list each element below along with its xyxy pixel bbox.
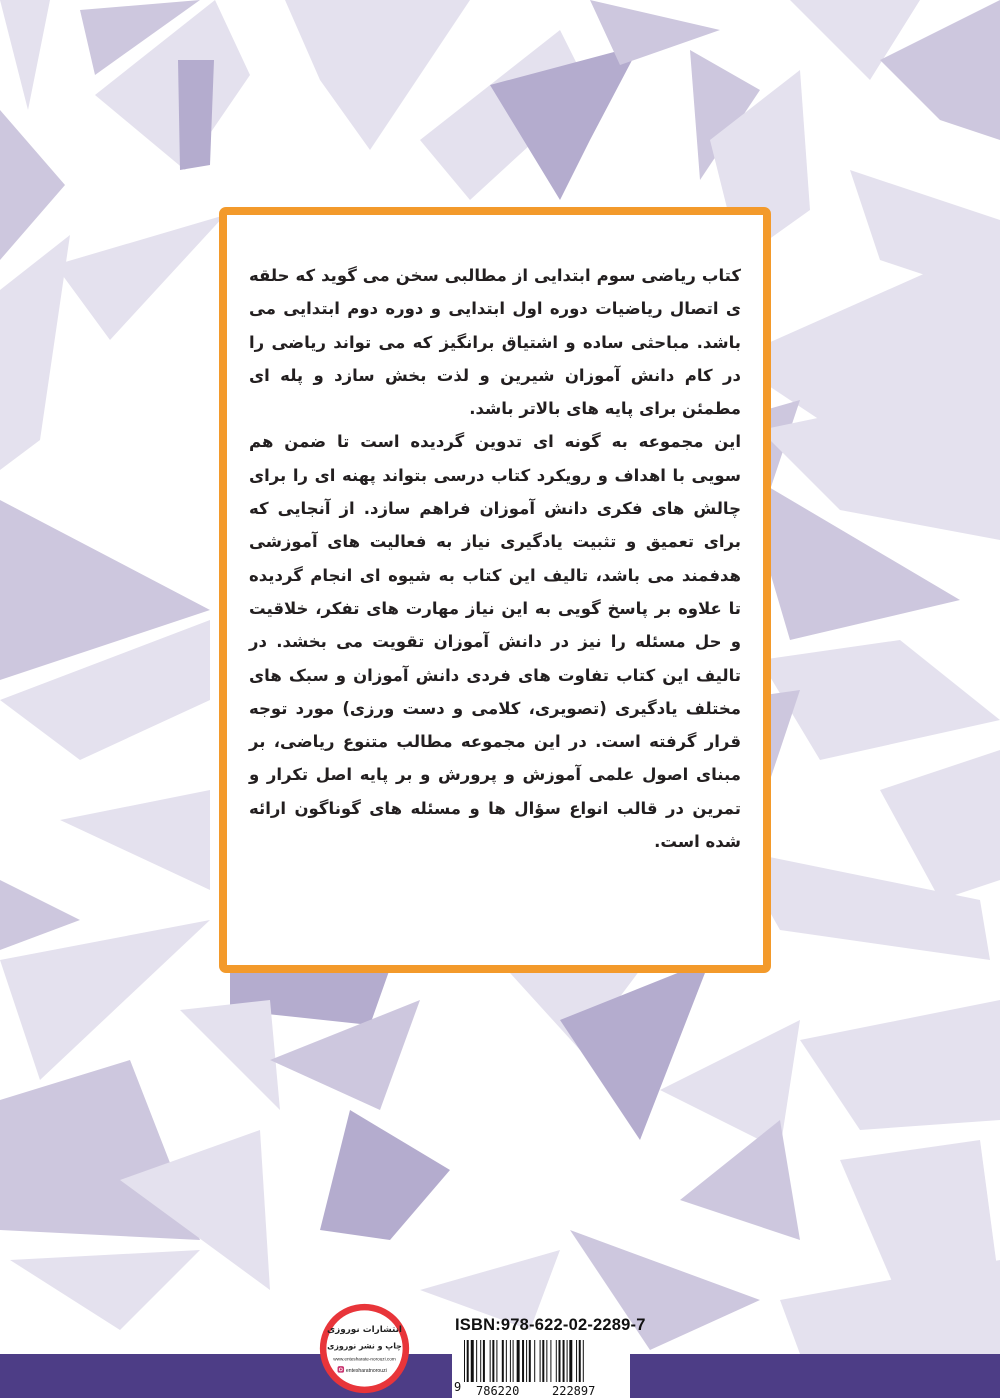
barcode-bar <box>529 1340 531 1382</box>
bg-shape <box>800 1000 1000 1130</box>
description-paragraph-1: کتاب ریاضی سوم ابتدایی از مطالبی سخن می گوید که حلقه ی اتصال ریاضیات دوره اول ابتدایی و دوره دوم ابتدایی می باشد. مباحثی ساده و اشتیاق برانگیز که می تواند ریاضی را در کام دانش آموزان شیرین و لذت بخش سازد و پله ای مطمئن برای پایه های بالاتر باشد. <box>249 266 741 419</box>
barcode-bar <box>579 1340 581 1382</box>
bg-shape <box>680 1120 800 1240</box>
description-paragraph-2: این مجموعه به گونه ای تدوین گردیده است تا ضمن هم سویی با اهداف و رویکرد کتاب درسی بتواند پهنه ای را برای چالش های فکری دانش آموزان فراهم سازد. از آنجایی که برای تعمیق و تثبیت یادگیری نیاز به فعالیت های آموزشی هدفمند می باشد، تالیف این کتاب به شیوه ای انجام گردیده تا علاوه بر پاسخ گویی به این نیاز مهارت های تفکر، خلاقیت و حل مسئله را نیز در دانش آموزان تقویت می بخشد. در تالیف این کتاب تفاوت های فردی دانش آموزان و سبک های مختلف یادگیری (تصویری، کلامی و دست ورزی) مورد توجه قرار گرفته است. در این مجموعه مطالب متنوع ریاضی، بر مبنای اصول علمی آموزش و پرورش و بر پایه اصل تکرار و تمرین در قالب انواع سؤال ها و مسئله های گوناگون ارائه شده است. <box>249 432 741 852</box>
bg-shape <box>880 750 1000 900</box>
barcode-bar <box>502 1340 504 1382</box>
barcode-bar <box>480 1340 481 1382</box>
description-frame <box>219 207 771 973</box>
barcode-bar <box>526 1340 527 1382</box>
barcode-digits-group-1: 786220 <box>476 1384 520 1398</box>
bg-shape <box>0 920 210 1080</box>
barcode-bar <box>467 1340 469 1382</box>
barcode-bar <box>492 1340 494 1382</box>
bg-shape <box>0 110 65 260</box>
publisher-subtitle: چاپ و نشر نوروزی <box>327 1341 402 1351</box>
isbn-barcode <box>452 1338 630 1398</box>
barcode-bar <box>546 1340 547 1382</box>
barcode-bar <box>563 1340 565 1382</box>
barcode-bar <box>490 1340 491 1382</box>
barcode-bar <box>569 1340 572 1382</box>
barcode-bar <box>534 1340 535 1382</box>
barcode-bar <box>550 1340 551 1382</box>
barcode-bar <box>476 1340 477 1382</box>
publisher-website: www.entesharate-norouzi.com <box>333 1356 396 1362</box>
barcode-bar <box>483 1340 485 1382</box>
instagram-icon <box>338 1366 345 1373</box>
barcode-bar <box>496 1340 497 1382</box>
bg-shape <box>10 1250 200 1330</box>
barcode-bar <box>510 1340 511 1382</box>
barcode-bar <box>542 1340 544 1382</box>
barcode-bar <box>506 1340 507 1382</box>
publisher-logo <box>318 1302 411 1395</box>
bg-shape <box>60 790 210 890</box>
barcode-bar <box>556 1340 557 1382</box>
bg-shape <box>0 880 80 950</box>
barcode-bar <box>471 1340 474 1382</box>
barcode-digits-group-2: 222897 <box>552 1384 596 1398</box>
bg-shape <box>178 60 214 170</box>
barcode-bar <box>517 1340 520 1382</box>
barcode-bars <box>464 1340 624 1382</box>
barcode-bar <box>576 1340 577 1382</box>
publisher-instagram: entesharatnorouzi <box>345 1367 387 1374</box>
barcode-bar <box>567 1340 568 1382</box>
bg-shape <box>180 1000 280 1110</box>
barcode-digit-first: 9 <box>454 1380 462 1394</box>
bg-shape <box>55 215 225 340</box>
barcode-bar <box>464 1340 465 1382</box>
bg-shape <box>0 0 50 110</box>
bg-shape <box>320 1110 450 1240</box>
publisher-name: انتشارات نوروزی <box>327 1324 402 1335</box>
barcode-bar <box>522 1340 524 1382</box>
isbn-label: ISBN:978-622-02-2289-7 <box>455 1316 646 1334</box>
barcode-bar <box>513 1340 514 1382</box>
barcode-bar <box>540 1340 541 1382</box>
barcode-bar <box>559 1340 561 1382</box>
description-text <box>249 259 741 858</box>
barcode-bar <box>583 1340 584 1382</box>
